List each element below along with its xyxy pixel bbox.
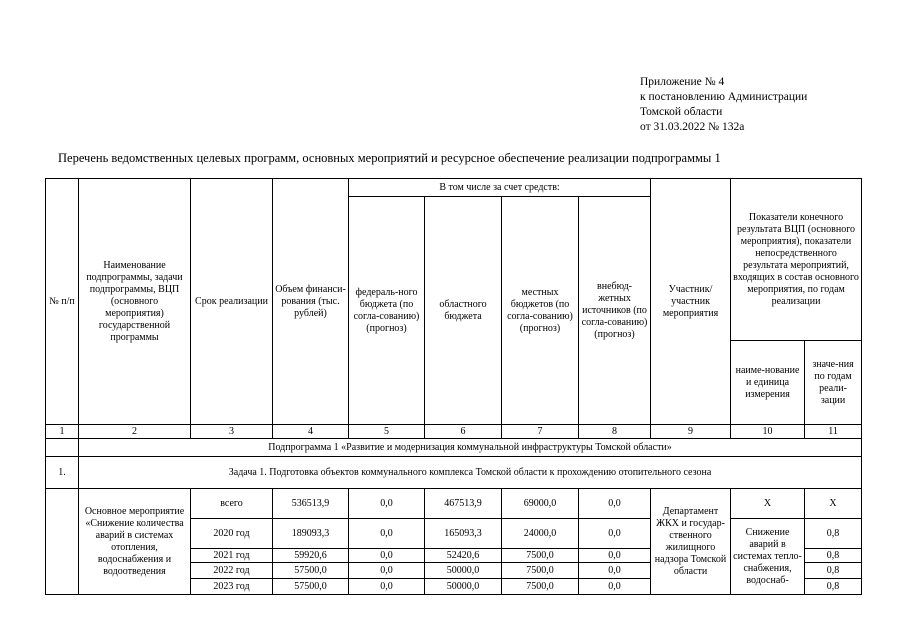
header-name: Наименование подпрограммы, задачи подпрограммы, ВЦП (основного мероприятия) государственной программы bbox=[79, 179, 191, 425]
col-number: 5 bbox=[349, 425, 425, 439]
row-term: 2022 год bbox=[191, 563, 273, 579]
header-extra: внебюд-жетных источников (по согла-сованию) (прогноз) bbox=[579, 197, 651, 425]
subprogram-title: Подпрограмма 1 «Развитие и модернизация коммунальной инфраструктуры Томской области» bbox=[79, 439, 862, 457]
header-term: Срок реализации bbox=[191, 179, 273, 425]
row-federal: 0,0 bbox=[349, 519, 425, 549]
row-federal: 0,0 bbox=[349, 579, 425, 595]
header-regional: областного бюджета bbox=[425, 197, 502, 425]
row-regional: 165093,3 bbox=[425, 519, 502, 549]
row-volume: 189093,3 bbox=[273, 519, 349, 549]
row-local: 24000,0 bbox=[502, 519, 579, 549]
header-participant: Участник/ участник мероприятия bbox=[651, 179, 731, 425]
subprogram-row bbox=[46, 439, 862, 457]
row-local: 69000,0 bbox=[502, 489, 579, 519]
row-volume: 59920,6 bbox=[273, 549, 349, 563]
row-extra: 0,0 bbox=[579, 579, 651, 595]
header-local: местных бюджетов (по согла-сованию) (прогноз) bbox=[502, 197, 579, 425]
table-row bbox=[46, 489, 862, 519]
col-number: 7 bbox=[502, 425, 579, 439]
row-local: 7500,0 bbox=[502, 579, 579, 595]
col-number: 4 bbox=[273, 425, 349, 439]
header-volume: Объем финанси-рования (тыс. рублей) bbox=[273, 179, 349, 425]
appendix-line: Томской области bbox=[640, 106, 723, 118]
col-number: 8 bbox=[579, 425, 651, 439]
appendix-line: Приложение № 4 bbox=[640, 76, 725, 88]
col-number: 11 bbox=[805, 425, 862, 439]
row-value: 0,8 bbox=[805, 579, 862, 595]
header-ind-name: наиме-нование и единица измерения bbox=[731, 341, 805, 425]
header-federal: федераль-ного бюджета (по согла-сованию) (прогноз) bbox=[349, 197, 425, 425]
row-extra: 0,0 bbox=[579, 549, 651, 563]
row-value: Х bbox=[805, 489, 862, 519]
col-number: 6 bbox=[425, 425, 502, 439]
row-extra: 0,0 bbox=[579, 563, 651, 579]
row-federal: 0,0 bbox=[349, 563, 425, 579]
row-regional: 52420,6 bbox=[425, 549, 502, 563]
row-value: 0,8 bbox=[805, 519, 862, 549]
header-num: № п/п bbox=[46, 179, 79, 425]
row-volume: 57500,0 bbox=[273, 579, 349, 595]
col-number: 10 bbox=[731, 425, 805, 439]
row-extra: 0,0 bbox=[579, 519, 651, 549]
activity-name: Основное мероприятие «Снижение количества аварий в системах отопления, водоснабжения и водоотведения bbox=[79, 489, 191, 595]
appendix-block bbox=[640, 75, 807, 135]
indicator-total: Х bbox=[731, 489, 805, 519]
row-regional: 467513,9 bbox=[425, 489, 502, 519]
task-row bbox=[46, 457, 862, 489]
column-number-row bbox=[46, 425, 862, 439]
row-term: 2021 год bbox=[191, 549, 273, 563]
row-term: 2020 год bbox=[191, 519, 273, 549]
row-volume: 536513,9 bbox=[273, 489, 349, 519]
col-number: 2 bbox=[79, 425, 191, 439]
task-num: 1. bbox=[46, 457, 79, 489]
task-title: Задача 1. Подготовка объектов коммунального комплекса Томской области к прохождению отопительного сезона bbox=[79, 457, 862, 489]
row-federal: 0,0 bbox=[349, 549, 425, 563]
row-federal: 0,0 bbox=[349, 489, 425, 519]
row-term: 2023 год bbox=[191, 579, 273, 595]
activity-participant: Департамент ЖКХ и государ-ственного жилищного надзора Томской области bbox=[651, 489, 731, 595]
row-value: 0,8 bbox=[805, 549, 862, 563]
indicator-name: Снижение аварий в системах тепло-снабжения, водоснаб- bbox=[731, 519, 805, 595]
row-regional: 50000,0 bbox=[425, 579, 502, 595]
row-term: всего bbox=[191, 489, 273, 519]
row-extra: 0,0 bbox=[579, 489, 651, 519]
row-local: 7500,0 bbox=[502, 563, 579, 579]
document-title: Перечень ведомственных целевых программ, основных мероприятий и ресурсное обеспечение реализации подпрограммы 1 bbox=[58, 151, 721, 165]
col-number: 3 bbox=[191, 425, 273, 439]
appendix-line: к постановлению Администрации bbox=[640, 91, 808, 103]
row-volume: 57500,0 bbox=[273, 563, 349, 579]
row-local: 7500,0 bbox=[502, 549, 579, 563]
header-indicators: Показатели конечного результата ВЦП (основного мероприятия), показатели непосредственного результата мероприятий, входящих в состав основного мероприятия, по годам реализации bbox=[731, 179, 862, 341]
appendix-date-line: от 31.03.2022 № 132а bbox=[640, 121, 745, 133]
program-table bbox=[45, 178, 862, 595]
col-number: 1 bbox=[46, 425, 79, 439]
col-number: 9 bbox=[651, 425, 731, 439]
header-ind-value: значе-ния по годам реали-зации bbox=[805, 341, 862, 425]
header-incl: В том числе за счет средств: bbox=[349, 179, 651, 197]
row-regional: 50000,0 bbox=[425, 563, 502, 579]
row-value: 0,8 bbox=[805, 563, 862, 579]
